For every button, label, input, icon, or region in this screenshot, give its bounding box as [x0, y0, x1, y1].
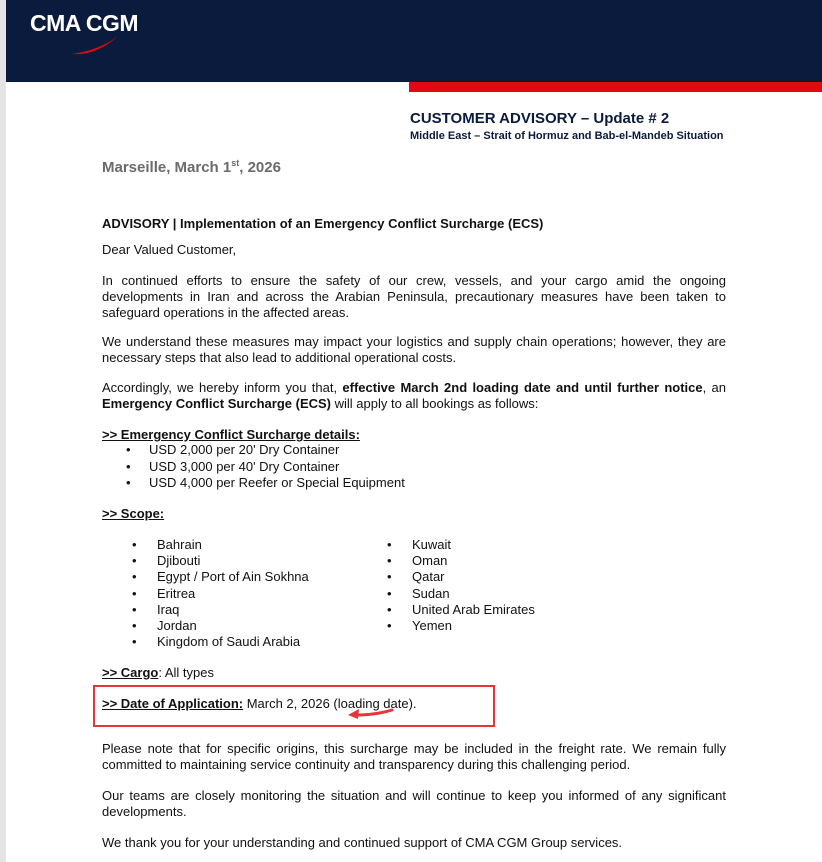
list-item: • Kingdom of Saudi Arabia	[132, 634, 309, 650]
paragraph-freight-rate: Please note that for specific origins, this surcharge may be included in the freight rate. We remain fully committed to maintaining service continuity and transparency during this challenging period.	[102, 741, 726, 772]
paragraph-monitoring: Our teams are closely monitoring the situation and will continue to keep you informed of any significant developments.	[102, 788, 726, 819]
cargo-line: >> Cargo: All types	[102, 665, 214, 680]
list-item: • Bahrain	[132, 537, 309, 553]
scope-list-left	[132, 537, 309, 650]
scope-heading: >> Scope:	[102, 506, 165, 521]
list-item: • Eritrea	[132, 586, 309, 602]
advisory-subtitle: Middle East – Strait of Hormuz and Bab-el-Mandeb Situation	[410, 130, 724, 142]
list-item: • USD 4,000 per Reefer or Special Equipment	[126, 475, 405, 492]
surcharge-list	[126, 442, 405, 492]
list-item: • USD 2,000 per 20' Dry Container	[126, 442, 405, 459]
red-arrow-icon	[346, 703, 394, 721]
list-item: • Djibouti	[132, 553, 309, 569]
logo: CMA CGM	[30, 10, 139, 36]
application-date-line: >> Date of Application: March 2, 2026 (loading date).	[102, 696, 417, 711]
page-edge	[0, 0, 6, 862]
red-strip	[409, 82, 822, 92]
paragraph-impact: We understand these measures may impact your logistics and supply chain operations; however, they are necessary steps that also lead to additional operational costs.	[102, 334, 726, 365]
list-item: • Iraq	[132, 602, 309, 618]
advisory-heading: ADVISORY | Implementation of an Emergency Conflict Surcharge (ECS)	[102, 216, 544, 231]
list-item: • Egypt / Port of Ain Sokhna	[132, 569, 309, 585]
scope-list-right	[387, 537, 535, 634]
advisory-title: CUSTOMER ADVISORY – Update # 2	[410, 110, 670, 127]
paragraph-thanks: We thank you for your understanding and continued support of CMA CGM Group services.	[102, 835, 623, 850]
list-item: • Oman	[387, 553, 535, 569]
list-item: • Qatar	[387, 569, 535, 585]
list-item: • Yemen	[387, 618, 535, 634]
paragraph-intro: In continued efforts to ensure the safety of our crew, vessels, and your cargo amid the ongoing developments in Iran and across the Arabian Peninsula, precautionary measures have been taken to safeguard operations in the affected areas.	[102, 273, 726, 320]
list-item: • Sudan	[387, 586, 535, 602]
list-item: • Kuwait	[387, 537, 535, 553]
dateline: Marseille, March 1st, 2026	[102, 158, 281, 176]
surcharge-heading: >> Emergency Conflict Surcharge details:	[102, 427, 360, 442]
list-item: • Jordan	[132, 618, 309, 634]
salutation: Dear Valued Customer,	[102, 242, 237, 257]
red-swoosh-icon	[70, 34, 120, 58]
list-item: • United Arab Emirates	[387, 602, 535, 618]
paragraph-announcement: Accordingly, we hereby inform you that, effective March 2nd loading date and until further notice, an Emergency Conflict Surcharge (ECS) will apply to all bookings as follows:	[102, 380, 726, 411]
list-item: • USD 3,000 per 40' Dry Container	[126, 459, 405, 476]
